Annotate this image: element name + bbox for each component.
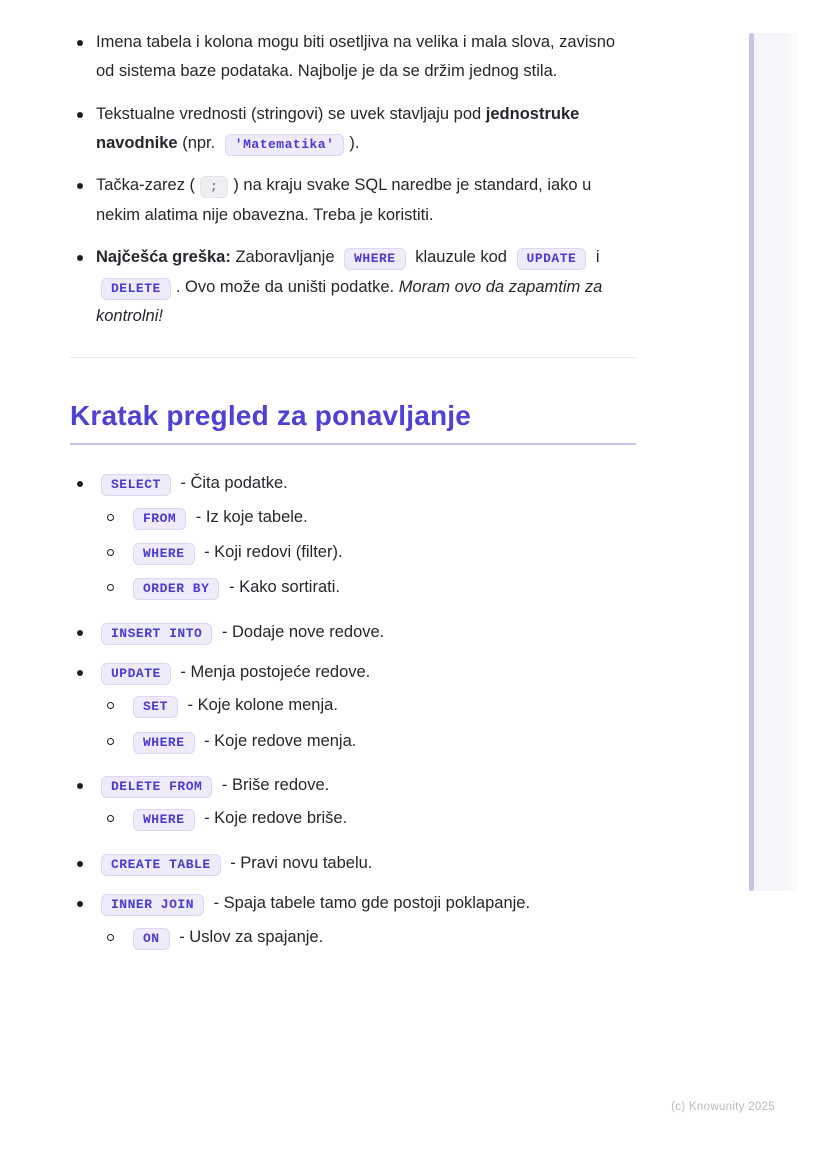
text-segment: - Pravi novu tabelu. [225,853,373,872]
text-segment: - Koji redovi (filter). [199,542,343,561]
text-segment: - Kako sortirati. [224,578,340,597]
text-segment: - Menja postojeće redove. [175,663,371,682]
review-subitem [96,727,636,756]
text-segment: - Koje kolone menja. [182,696,338,715]
text-segment: - Koje redove menja. [199,731,357,750]
inline-code-badge: WHERE [133,809,195,831]
inline-code-badge: UPDATE [101,663,171,685]
text-segment: - Čita podatke. [175,474,288,493]
inline-code-badge: UPDATE [517,248,587,270]
inline-code-badge: INSERT INTO [101,623,212,645]
text-segment: klauzule kod [410,248,512,267]
text-segment: - Uslov za spajanje. [174,927,324,946]
inline-code-badge: ON [133,928,170,950]
copyright-footer: (c) Knowunity 2025 [671,1101,775,1113]
text-segment: Imena tabela i kolona mogu biti osetljiva na velika i mala slova, zavisno od sistema baze podataka. Najbolje je da se držim jednog stila. [96,33,616,81]
review-item [70,889,636,952]
note-content [70,28,636,967]
review-subitem [96,923,636,952]
review-item [70,771,636,834]
inline-code-badge: ; [200,176,228,198]
text-segment: - Dodaje nove redove. [217,622,385,641]
review-subitem [96,538,636,567]
note-item [70,171,636,230]
inline-code-badge: SET [133,696,178,718]
inline-code-badge: SELECT [101,474,171,496]
section-divider [70,357,636,358]
review-subitem [96,804,636,833]
text-segment: Zaboravljanje [230,248,340,267]
review-subitem [96,573,636,602]
text-segment: ). [349,134,360,153]
text-segment: (npr. [177,134,220,153]
review-sublist [96,804,636,833]
inline-code-badge: ORDER BY [133,578,219,600]
review-item [70,658,636,756]
page-edge-indicator-bar [749,33,754,891]
review-item [70,469,636,602]
sql-review-list [70,469,636,952]
inline-code-badge: WHERE [133,732,195,754]
inline-code-badge: DELETE FROM [101,776,212,798]
text-segment: - Koje redove briše. [199,809,348,828]
review-item [70,618,636,647]
text-segment: jednostruke navodnike [96,104,580,153]
review-subitem [96,691,636,720]
review-subitem [96,503,636,532]
inline-code-badge: FROM [133,508,186,530]
text-segment: ) na kraju svake SQL naredbe je standard, iako u nekim alatima nije obavezna. Treba je koristiti. [96,176,592,224]
text-segment: Tačka-zarez ( [96,176,196,195]
section-heading: Kratak pregled za ponavljanje [70,400,636,445]
text-segment: - Iz koje tabele. [191,507,308,526]
review-sublist [96,923,636,952]
review-sublist [96,691,636,756]
text-segment: - Briše redove. [217,776,330,795]
review-item [70,849,636,878]
text-segment: i [591,248,600,267]
note-item [70,100,636,159]
inline-code-badge: WHERE [133,543,195,565]
inline-code-badge: INNER JOIN [101,894,204,916]
text-segment: - Spaja tabele tamo gde postoji poklapanje. [209,894,531,913]
text-segment: Moram ovo da zapamtim za kontrolni! [96,277,603,325]
inline-code-badge: 'Matematika' [225,134,345,156]
notes-bullet-list [70,28,636,331]
text-segment: Najčešća greška: [96,248,231,267]
text-segment: Tekstualne vrednosti (stringovi) se uvek stavljaju pod [96,104,486,123]
note-item [70,243,636,331]
text-segment: . Ovo može da uništi podatke. [175,277,399,296]
inline-code-badge: WHERE [344,248,406,270]
inline-code-badge: DELETE [101,278,171,300]
inline-code-badge: CREATE TABLE [101,854,221,876]
right-page-strip [749,33,798,891]
review-sublist [96,503,636,603]
note-item [70,28,636,87]
